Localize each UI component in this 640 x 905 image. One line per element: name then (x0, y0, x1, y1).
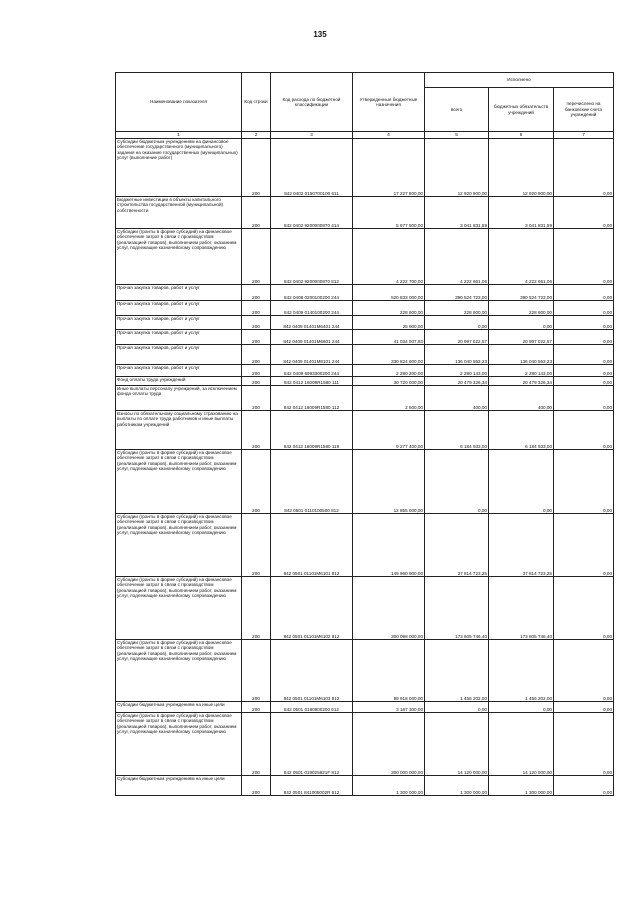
row-executed-total: 4 222 661,06 (425, 229, 489, 285)
row-executed-bank-accounts: 0,00 (554, 365, 614, 377)
header-bank-accounts: перечислено на банковские счета учреждений (554, 88, 614, 132)
row-executed-total: 37 814 723,25 (425, 514, 489, 577)
row-line-code: 200 (242, 345, 271, 365)
row-executed-total: 400,00 (425, 386, 489, 411)
row-executed-total: 173 605 746,40 (425, 577, 489, 640)
table-row (116, 640, 614, 702)
budget-execution-table (115, 72, 614, 796)
row-executed-total: 228 600,00 (425, 301, 489, 316)
row-approved-amount: 12 855 000,00 (353, 450, 425, 514)
row-executed-total: 14 120 000,00 (425, 713, 489, 776)
row-name: Субсидии (гранты в форме субсидий) на финансовое обеспечение затрат в связи с производством (реализацией товаров), выполнением работ, оказанием услуг, подлежащие казначейскому сопровождению (116, 640, 242, 702)
row-executed-bank-accounts: 0,00 (554, 377, 614, 386)
row-executed-budget-institutions: 173 605 746,40 (489, 577, 554, 640)
row-executed-budget-institutions: 0,00 (489, 702, 554, 713)
row-class-code: 842 0402 0150700100 611 (271, 139, 353, 197)
row-class-code: 842 0501 841005002R 612 (271, 776, 353, 796)
row-executed-budget-institutions: 0,00 (489, 316, 554, 330)
row-class-code: 842 0409 6993300200 244 (271, 365, 353, 377)
row-executed-bank-accounts: 0,00 (554, 450, 614, 514)
row-executed-total: 20 997 022,57 (425, 330, 489, 345)
header-total: всего (425, 88, 489, 132)
table-row (116, 316, 614, 330)
row-line-code: 200 (242, 386, 271, 411)
table-row (116, 285, 614, 301)
row-approved-amount: 99 918 000,00 (353, 640, 425, 702)
row-approved-amount: 2 600,00 (353, 386, 425, 411)
row-line-code: 200 (242, 514, 271, 577)
table-body (116, 139, 614, 796)
row-name: Прочая закупка товаров, работ и услуг (116, 345, 242, 365)
row-approved-amount: 41 034 007,93 (353, 330, 425, 345)
row-line-code: 200 (242, 139, 271, 197)
row-executed-budget-institutions: 0,00 (489, 450, 554, 514)
row-class-code: 842 0501 0110100500 812 (271, 450, 353, 514)
header-budget-institutions: бюджетных обязательств учреждений (489, 88, 554, 132)
table-row (116, 577, 614, 640)
row-executed-bank-accounts: 0,00 (554, 285, 614, 301)
row-class-code: 842 0501 01101М6101 812 (271, 514, 353, 577)
row-class-code: 842 0501 01101М6102 812 (271, 577, 353, 640)
row-executed-total: 1 456 202,00 (425, 640, 489, 702)
row-name: Бюджетные инвестиции в объекты капитального строительства государственной (муниципальной) собственности (116, 197, 242, 229)
column-number: 2 (242, 132, 271, 139)
row-name: Субсидии бюджетным учреждениям на иные цели (116, 702, 242, 713)
row-executed-total: 0,00 (425, 316, 489, 330)
header-line-code: Код строки (242, 73, 271, 132)
row-name: Субсидии бюджетным учреждениям на иные цели (116, 776, 242, 796)
header-name: Наименование показателя (116, 73, 242, 132)
row-name: Взносы по обязательному социальному страхованию на выплаты по оплате труда работников и иные выплаты работникам учреждений (116, 411, 242, 450)
row-class-code: 842 0409 01401М8101 244 (271, 345, 353, 365)
row-executed-budget-institutions: 20 997 022,57 (489, 330, 554, 345)
row-name: Прочая закупка товаров, работ и услуг (116, 330, 242, 345)
table-row (116, 301, 614, 316)
row-line-code: 200 (242, 577, 271, 640)
row-class-code: 842 0412 16009R1580 112 (271, 386, 353, 411)
table-row (116, 411, 614, 450)
row-executed-budget-institutions: 400,00 (489, 386, 554, 411)
row-approved-amount: 2 280 200,00 (353, 365, 425, 377)
row-name: Субсидии бюджетным учреждениям на финансовое обеспечение государственного (муниципального) задания на оказание государственных (муниципальных) услуг (выполнение работ) (116, 139, 242, 197)
row-class-code: 842 0501 019025821F 812 (271, 713, 353, 776)
row-approved-amount: 520 833 000,00 (353, 285, 425, 301)
row-approved-amount: 300 000 000,00 (353, 713, 425, 776)
row-approved-amount: 5 677 500,00 (353, 197, 425, 229)
row-name: Прочая закупка товаров, работ и услуг (116, 285, 242, 301)
row-class-code: 842 0409 0140100200 244 (271, 301, 353, 316)
row-name: Фонд оплаты труда учреждений (116, 377, 242, 386)
row-line-code: 200 (242, 377, 271, 386)
row-line-code: 200 (242, 316, 271, 330)
row-name: Прочая закупка товаров, работ и услуг (116, 301, 242, 316)
row-executed-bank-accounts: 0,00 (554, 139, 614, 197)
row-executed-budget-institutions: 14 120 000,00 (489, 713, 554, 776)
row-executed-total: 390 524 723,00 (425, 285, 489, 301)
row-executed-bank-accounts: 0,00 (554, 197, 614, 229)
row-line-code: 200 (242, 229, 271, 285)
row-executed-budget-institutions: 1 300 000,00 (489, 776, 554, 796)
row-line-code: 200 (242, 285, 271, 301)
row-line-code: 200 (242, 365, 271, 377)
table-row (116, 330, 614, 345)
row-executed-total: 1 300 000,00 (425, 776, 489, 796)
row-line-code: 200 (242, 450, 271, 514)
row-approved-amount: 17 227 800,00 (353, 139, 425, 197)
row-line-code: 200 (242, 640, 271, 702)
table-row (116, 702, 614, 713)
row-executed-bank-accounts: 0,00 (554, 330, 614, 345)
row-line-code: 200 (242, 330, 271, 345)
row-executed-budget-institutions: 4 222 661,06 (489, 229, 554, 285)
row-executed-bank-accounts: 0,00 (554, 386, 614, 411)
row-executed-budget-institutions: 37 814 723,25 (489, 514, 554, 577)
row-executed-bank-accounts: 0,00 (554, 411, 614, 450)
row-class-code: 842 0409 01401М6401 244 (271, 316, 353, 330)
table-row (116, 386, 614, 411)
column-number: 1 (116, 132, 242, 139)
row-class-code: 842 0409 01401М6601 244 (271, 330, 353, 345)
row-class-code: 842 0412 16009R1580 111 (271, 377, 353, 386)
row-line-code: 200 (242, 411, 271, 450)
row-executed-total: 12 920 900,00 (425, 139, 489, 197)
column-number: 3 (271, 132, 353, 139)
table-row (116, 713, 614, 776)
row-name: Прочая закупка товаров, работ и услуг (116, 316, 242, 330)
table-row (116, 514, 614, 577)
row-class-code: 842 0501 01101М6103 812 (271, 640, 353, 702)
row-line-code: 200 (242, 301, 271, 316)
row-name: Субсидии (гранты в форме субсидий) на финансовое обеспечение затрат в связи с производством (реализацией товаров), выполнением работ, оказанием услуг, подлежащие казначейскому сопровождению (116, 514, 242, 577)
row-class-code: 842 0501 0180900200 612 (271, 702, 353, 713)
row-executed-bank-accounts: 0,00 (554, 345, 614, 365)
table-row (116, 197, 614, 229)
row-executed-budget-institutions: 3 041 831,59 (489, 197, 554, 229)
row-executed-bank-accounts: 0,00 (554, 702, 614, 713)
row-executed-bank-accounts: 0,00 (554, 514, 614, 577)
header-execution: Исполнено (425, 73, 614, 88)
row-name: Субсидии (гранты в форме субсидий) на финансовое обеспечение затрат в связи с производством (реализацией товаров), выполнением работ, оказанием услуг, подлежащие казначейскому сопровождению (116, 450, 242, 514)
page-number: 135 (313, 30, 327, 39)
row-executed-bank-accounts: 0,00 (554, 229, 614, 285)
row-name: Субсидии (гранты в форме субсидий) на финансовое обеспечение затрат в связи с производством (реализацией товаров), выполнением работ, оказанием услуг, подлежащие казначейскому сопровождению (116, 577, 242, 640)
row-line-code: 200 (242, 776, 271, 796)
row-executed-bank-accounts: 0,00 (554, 713, 614, 776)
row-executed-budget-institutions: 228 600,00 (489, 301, 554, 316)
column-number: 4 (353, 132, 425, 139)
row-approved-amount: 30 720 000,00 (353, 377, 425, 386)
row-class-code: 842 0408 0200100200 244 (271, 285, 353, 301)
row-executed-budget-institutions: 2 280 143,00 (489, 365, 554, 377)
row-line-code: 200 (242, 713, 271, 776)
row-name: Субсидии (гранты в форме субсидий) на финансовое обеспечение затрат в связи с производством (реализацией товаров), выполнением работ, оказанием услуг, подлежащие казначейскому сопровождению (116, 713, 242, 776)
header-class-code: Код расхода по бюджетной классификации (271, 73, 353, 132)
header-approved: Утвержденные бюджетные назначения (353, 73, 425, 132)
row-approved-amount: 1 300 000,00 (353, 776, 425, 796)
row-class-code: 842 0402 9200000870 812 (271, 229, 353, 285)
row-executed-bank-accounts: 0,00 (554, 577, 614, 640)
row-executed-total: 3 041 831,59 (425, 197, 489, 229)
row-executed-budget-institutions: 390 524 723,00 (489, 285, 554, 301)
row-name: Иные выплаты персоналу учреждений, за исключением фонда оплаты труда (116, 386, 242, 411)
row-approved-amount: 25 900,00 (353, 316, 425, 330)
row-executed-total: 2 280 143,00 (425, 365, 489, 377)
row-approved-amount: 330 824 600,00 (353, 345, 425, 365)
row-approved-amount: 300 098 000,00 (353, 577, 425, 640)
row-executed-budget-institutions: 6 184 933,00 (489, 411, 554, 450)
row-executed-budget-institutions: 136 040 553,23 (489, 345, 554, 365)
table-row (116, 229, 614, 285)
row-executed-bank-accounts: 0,00 (554, 316, 614, 330)
table-row (116, 776, 614, 796)
row-executed-bank-accounts: 0,00 (554, 776, 614, 796)
row-executed-total: 136 040 553,23 (425, 345, 489, 365)
row-executed-budget-institutions: 20 479 326,34 (489, 377, 554, 386)
row-name: Прочая закупка товаров, работ и услуг (116, 365, 242, 377)
row-approved-amount: 228 600,00 (353, 301, 425, 316)
row-line-code: 200 (242, 702, 271, 713)
row-approved-amount: 149 960 900,00 (353, 514, 425, 577)
row-line-code: 200 (242, 197, 271, 229)
row-executed-total: 0,00 (425, 450, 489, 514)
column-number: 6 (489, 132, 554, 139)
table-row (116, 450, 614, 514)
row-approved-amount: 9 277 400,00 (353, 411, 425, 450)
row-approved-amount: 3 187 300,00 (353, 702, 425, 713)
row-executed-total: 20 479 326,34 (425, 377, 489, 386)
row-executed-bank-accounts: 0,00 (554, 301, 614, 316)
row-executed-total: 6 184 933,00 (425, 411, 489, 450)
row-class-code: 842 0402 9200000870 414 (271, 197, 353, 229)
row-executed-budget-institutions: 12 920 900,00 (489, 139, 554, 197)
table-row (116, 377, 614, 386)
column-number: 5 (425, 132, 489, 139)
row-executed-total: 0,00 (425, 702, 489, 713)
table-row (116, 365, 614, 377)
row-name: Субсидии (гранты в форме субсидий) на финансовое обеспечение затрат в связи с производством (реализацией товаров), выполнением работ, оказанием услуг, подлежащие казначейскому сопровождению (116, 229, 242, 285)
table-row (116, 345, 614, 365)
row-approved-amount: 4 222 700,00 (353, 229, 425, 285)
row-executed-budget-institutions: 1 456 202,00 (489, 640, 554, 702)
table-row (116, 139, 614, 197)
row-class-code: 842 0412 16009R1580 119 (271, 411, 353, 450)
column-number: 7 (554, 132, 614, 139)
row-executed-bank-accounts: 0,00 (554, 640, 614, 702)
